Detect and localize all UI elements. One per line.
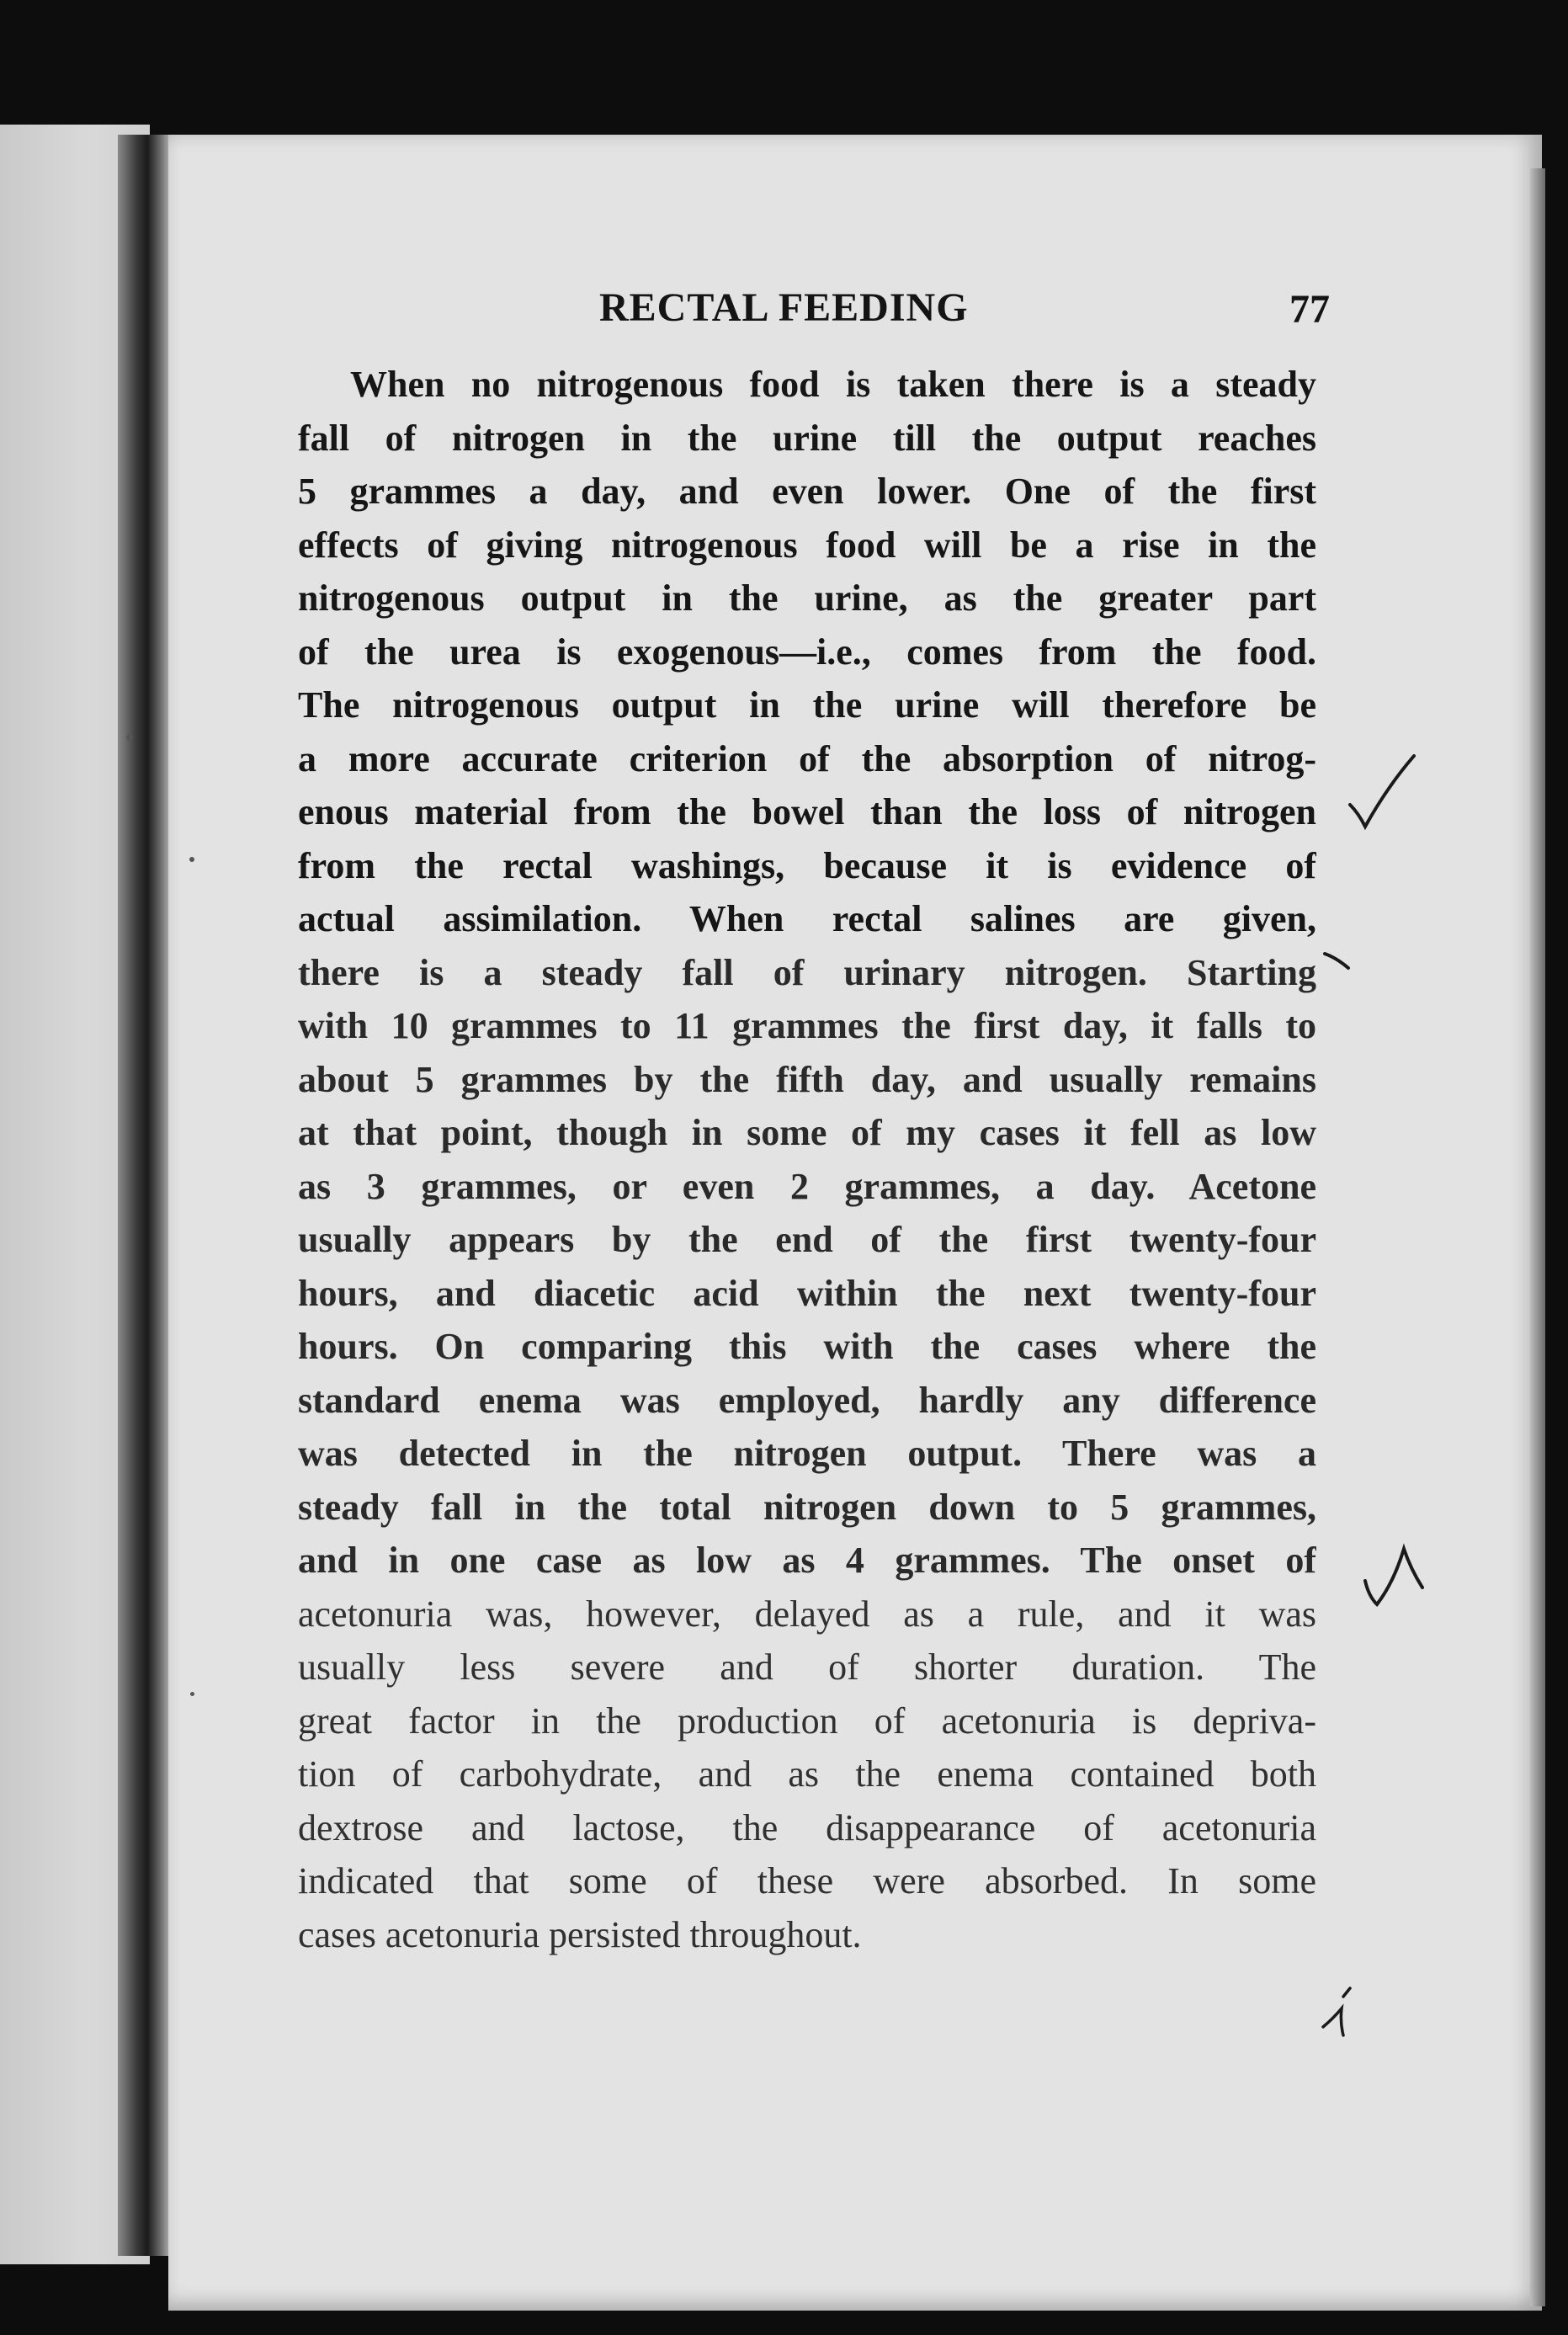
text-line: 5 grammes a day, and even lower. One of the first xyxy=(298,471,1316,512)
text-line: at that point, though in some of my cases it fell as low xyxy=(298,1112,1316,1153)
text-line: and in one case as low as 4 grammes. The onset of xyxy=(298,1540,1316,1581)
text-line: acetonuria was, however, delayed as a rule, and it was xyxy=(298,1593,1316,1635)
text-line: of the urea is exogenous—i.e., comes from the food. xyxy=(298,630,1316,673)
text-line: as 3 grammes, or even 2 grammes, a day. Acetone xyxy=(298,1165,1316,1207)
paper-speck xyxy=(190,1692,194,1696)
page-number: 77 xyxy=(1289,287,1330,332)
text-line: The nitrogenous output in the urine will therefore be xyxy=(298,684,1316,726)
text-line: great factor in the production of acetonuria is depriva- xyxy=(298,1699,1316,1742)
text-line: was detected in the nitrogen output. There was a xyxy=(298,1433,1316,1474)
text-line: there is a steady fall of urinary nitrogen. Starting xyxy=(298,951,1316,993)
body-paragraph xyxy=(298,358,1316,1961)
paper-speck xyxy=(126,734,133,741)
text-line: a more accurate criterion of the absorption of nitrog- xyxy=(298,737,1316,779)
text-line: nitrogenous output in the urine, as the greater part xyxy=(298,577,1316,619)
text-line: dextrose and lactose, the disappearance of acetonuria xyxy=(298,1806,1316,1848)
text-line: hours. On comparing this with the cases where the xyxy=(298,1326,1316,1367)
text-line: actual assimilation. When rectal salines are given, xyxy=(298,898,1316,939)
page-edge-shadow xyxy=(1530,168,1545,2306)
text-line: usually less severe and of shorter duration. The xyxy=(298,1646,1316,1688)
text-line: standard enema was employed, hardly any difference xyxy=(298,1379,1316,1421)
book-gutter xyxy=(118,135,172,2256)
text-line: indicated that some of these were absorbed. In some xyxy=(298,1860,1316,1902)
text-line: usually appears by the end of the first twenty-four xyxy=(298,1219,1316,1260)
text-line: effects of giving nitrogenous food will be a rise in the xyxy=(298,524,1316,566)
text-line: When no nitrogenous food is taken there is a steady xyxy=(350,364,1316,405)
text-line: cases acetonuria persisted throughout. xyxy=(298,1913,862,1955)
running-title: RECTAL FEEDING xyxy=(599,285,969,330)
text-line: hours, and diacetic acid within the next twenty-four xyxy=(298,1272,1316,1314)
text-line: with 10 grammes to 11 grammes the first day, it falls to xyxy=(298,1005,1316,1046)
text-line: enous material from the bowel than the loss of nitrogen xyxy=(298,791,1316,832)
paper-speck xyxy=(189,857,194,862)
text-line: from the rectal washings, because it is evidence of xyxy=(298,844,1316,886)
page-header xyxy=(303,278,1330,345)
text-line: steady fall in the total nitrogen down to 5 grammes, xyxy=(298,1486,1316,1528)
text-line: fall of nitrogen in the urine till the output reaches xyxy=(298,417,1316,459)
text-line: about 5 grammes by the fifth day, and usually remains xyxy=(298,1058,1316,1100)
text-line: tion of carbohydrate, and as the enema contained both xyxy=(298,1753,1316,1795)
